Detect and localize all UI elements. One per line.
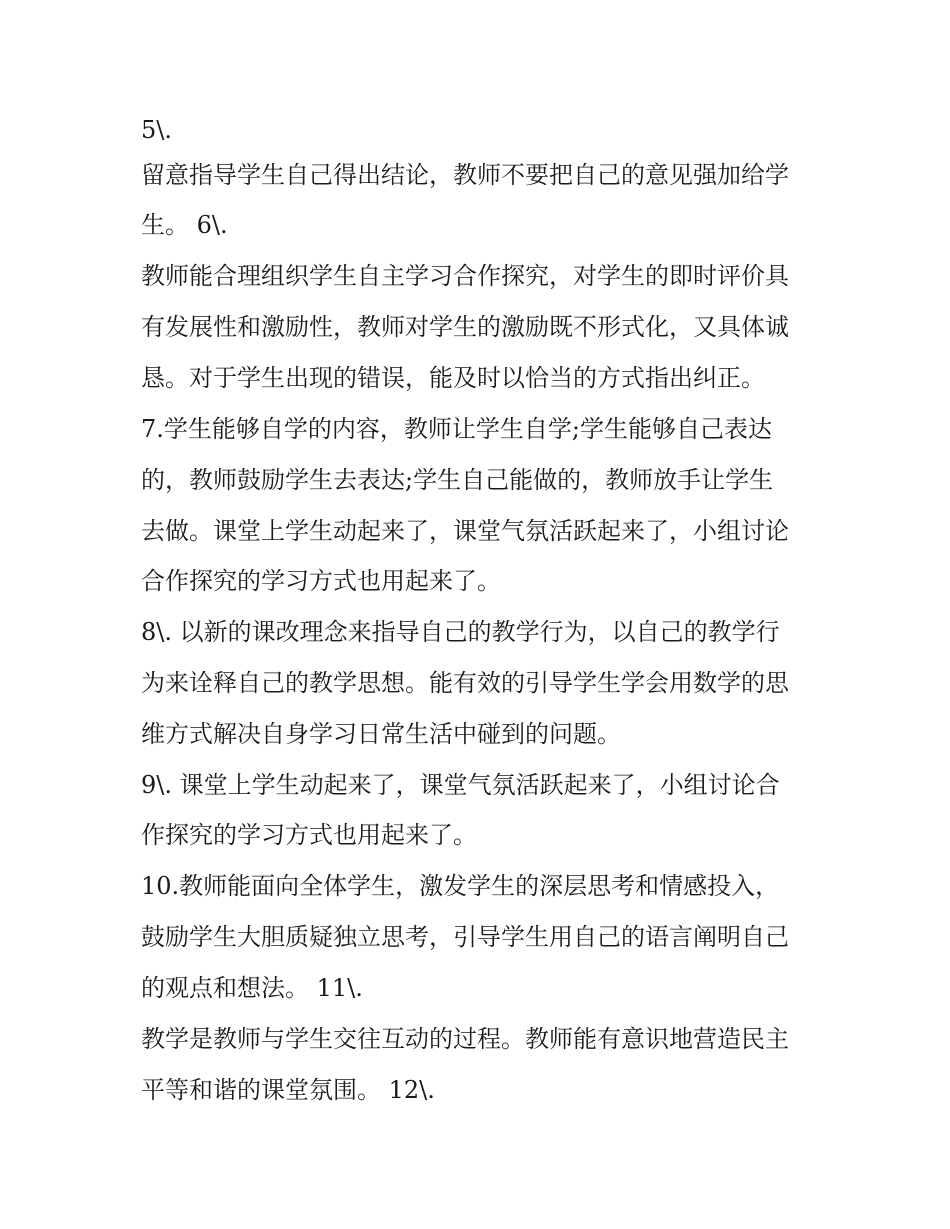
- text-line: 9\. 课堂上学生动起来了，课堂气氛活跃起来了，小组讨论合: [141, 771, 780, 799]
- text-line: 为来诠释自己的教学思想。能有效的引导学生学会用数学的思: [141, 669, 789, 697]
- text-line: 恳。对于学生出现的错误，能及时以恰当的方式指出纠正。: [141, 364, 765, 392]
- text-line: 的观点和想法。 11\.: [141, 974, 363, 1002]
- text-line: 8\. 以新的课改理念来指导自己的教学行为，以自己的教学行: [141, 618, 780, 646]
- text-line: 留意指导学生自己得出结论，教师不要把自己的意见强加给学: [141, 161, 789, 189]
- text-line: 教师能合理组织学生自主学习合作探究，对学生的即时评价具: [141, 262, 789, 290]
- text-line: 10.教师能面向全体学生，激发学生的深层思考和情感投入，: [141, 872, 780, 900]
- text-line: 维方式解决自身学习日常生活中碰到的问题。: [141, 720, 621, 748]
- text-line: 去做。课堂上学生动起来了，课堂气氛活跃起来了，小组讨论: [141, 517, 789, 545]
- text-line: 有发展性和激励性，教师对学生的激励既不形式化，又具体诚: [141, 313, 789, 341]
- text-line: 平等和谐的课堂氛围。 12\.: [141, 1076, 435, 1104]
- text-line: 的，教师鼓励学生去表达;学生自己能做的，教师放手让学生: [141, 466, 774, 494]
- text-line: 7.学生能够自学的内容，教师让学生自学;学生能够自己表达: [141, 415, 772, 443]
- text-line: 教学是教师与学生交往互动的过程。教师能有意识地营造民主: [141, 1025, 789, 1053]
- text-line: 作探究的学习方式也用起来了。: [141, 821, 477, 849]
- text-line: 生。 6\.: [141, 211, 228, 239]
- text-line: 鼓励学生大胆质疑独立思考，引导学生用自己的语言阐明自己: [141, 923, 789, 951]
- text-line: 合作探究的学习方式也用起来了。: [141, 567, 501, 595]
- text-line: 5\.: [141, 116, 172, 144]
